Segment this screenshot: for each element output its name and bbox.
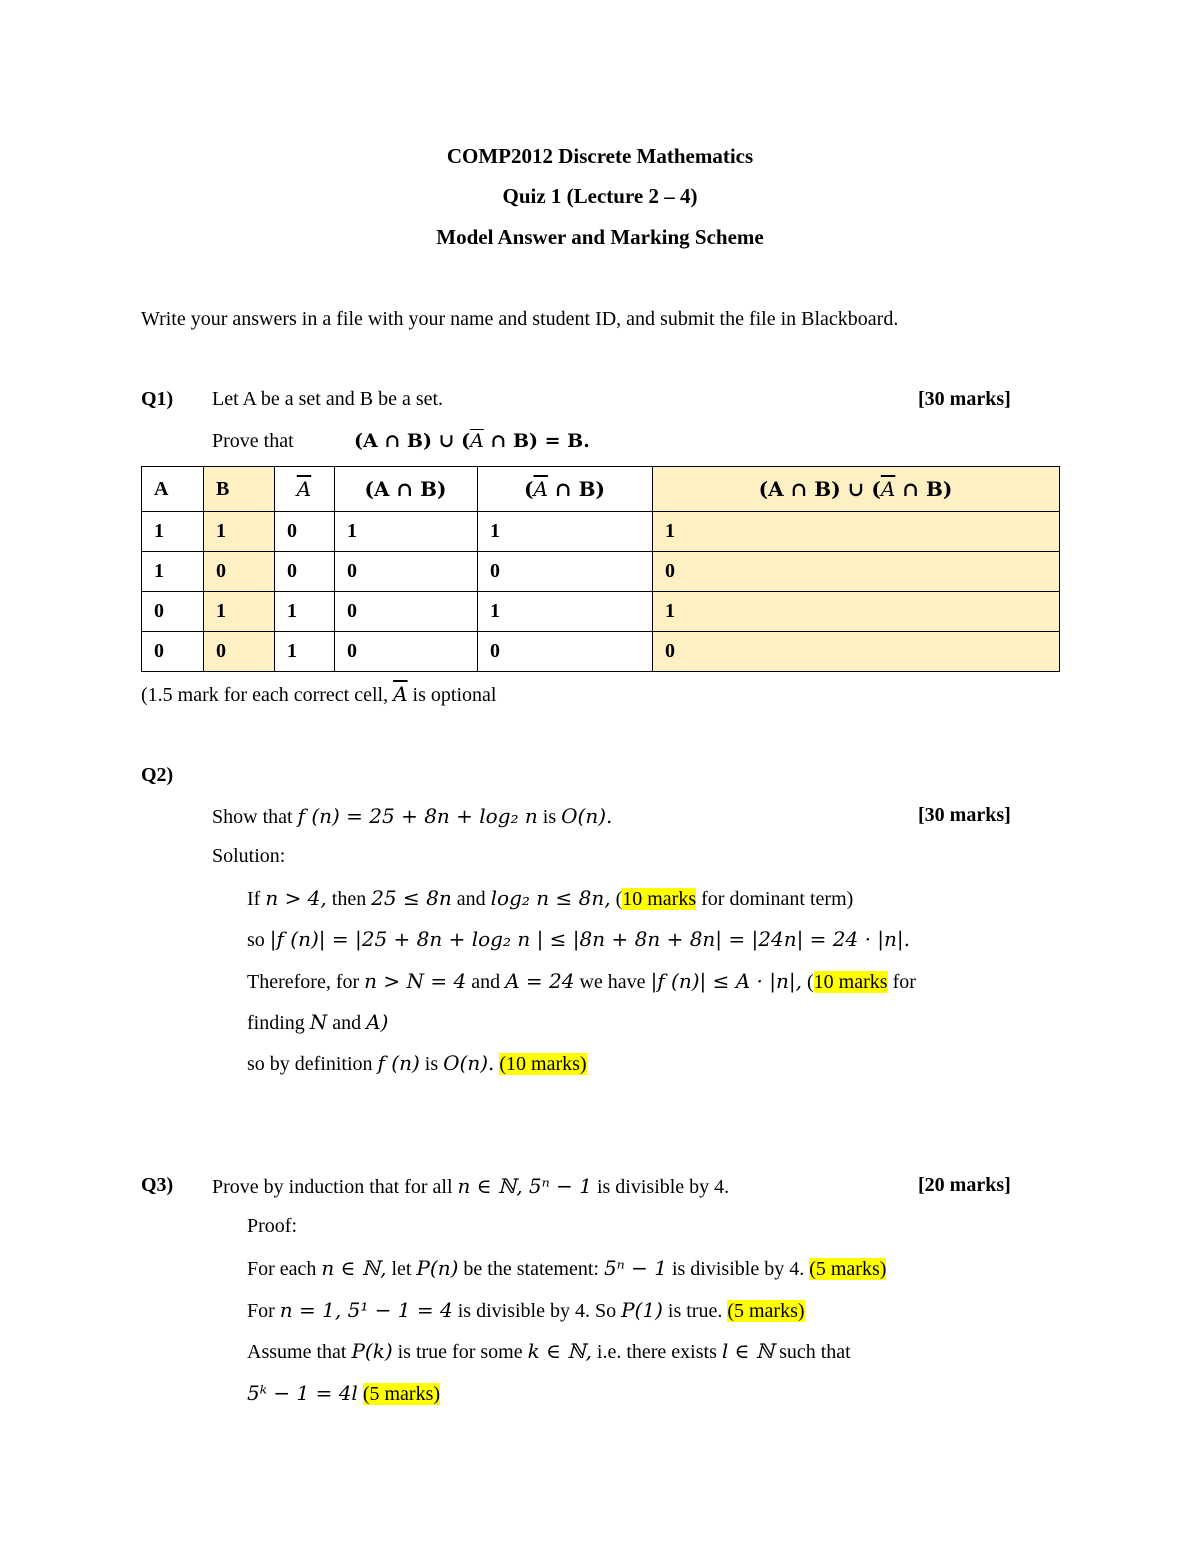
table-cell: 0: [478, 552, 653, 592]
q2-line-2: so |f (n)| = |25 + 8n + log₂ n | ≤ |8n + 8n + 8n| = |24n| = 24 · |n|.: [247, 927, 911, 951]
marks-highlight: 10 marks: [813, 971, 888, 993]
header-a: A: [142, 467, 204, 512]
q3-line-2: For n = 1, 5¹ − 1 = 4 is divisible by 4. So P(1) is true. (5 marks): [247, 1298, 805, 1322]
table-cell: 0: [142, 592, 204, 632]
header-union: (A ∩ B) ∪ ($\overline{A}$ ∩ B): [653, 467, 1060, 512]
table-cell: 1: [653, 512, 1060, 552]
table-cell: 0: [478, 632, 653, 672]
table-cell: 0: [335, 632, 478, 672]
table-cell: 1: [653, 592, 1060, 632]
table-cell: 0: [335, 592, 478, 632]
q1-text: Let A be a set and B be a set.: [212, 388, 444, 410]
table-cell: 0: [275, 512, 335, 552]
quiz-subtitle: Quiz 1 (Lecture 2 – 4): [502, 184, 698, 208]
table-row: [142, 592, 1060, 632]
q2-line-1: If n > 4, then 25 ≤ 8n and log₂ n ≤ 8n, (10 marks for dominant term): [247, 886, 854, 910]
table-cell: 1: [478, 512, 653, 552]
table-row: [142, 512, 1060, 552]
header-nota-and-b: ($\overline{A}$ ∩ B): [478, 467, 653, 512]
table-cell: 0: [204, 632, 275, 672]
q3-line-3: Assume that P(k) is true for some k ∈ ℕ, i.e. there exists l ∈ ℕ such that: [247, 1339, 851, 1363]
table-cell: 1: [478, 592, 653, 632]
table-row: [142, 632, 1060, 672]
q1-prove-label: Prove that: [212, 430, 294, 452]
table-cell: 0: [204, 552, 275, 592]
table-row: [142, 552, 1060, 592]
marks-highlight: (5 marks): [727, 1300, 805, 1322]
q3-statement: Prove by induction that for all n ∈ ℕ, 5ⁿ − 1 is divisible by 4.: [212, 1174, 730, 1198]
truth-table: [141, 466, 1060, 672]
q1-note: (1.5 mark for each correct cell, $\overline{A}$ is optional: [141, 682, 497, 706]
q2-line-5: so by definition f (n) is O(n). (10 marks): [247, 1051, 587, 1075]
table-cell: 1: [142, 512, 204, 552]
q2-statement: Show that f (n) = 25 + 8n + log₂ n is O(n).: [212, 804, 613, 828]
q3-proof-label: Proof:: [247, 1215, 297, 1237]
q1-prove-expr: (A ∩ B) ∪ ($\overline{A}$ ∩ B) = B.: [354, 430, 590, 452]
header-not-a: $\overline{A}$: [275, 467, 335, 512]
header-a-and-b: (A ∩ B): [335, 467, 478, 512]
q3-line-4: 5ᵏ − 1 = 4l (5 marks): [247, 1381, 441, 1405]
truth-table-header: [142, 467, 1060, 512]
q3-label: Q3): [141, 1174, 174, 1196]
table-cell: 1: [204, 512, 275, 552]
instructions: Write your answers in a file with your name and student ID, and submit the file in Blackboard.: [141, 308, 899, 330]
table-cell: 0: [335, 552, 478, 592]
table-cell: 0: [653, 552, 1060, 592]
table-cell: 1: [142, 552, 204, 592]
table-cell: 1: [335, 512, 478, 552]
q2-label: Q2): [141, 764, 174, 786]
marks-highlight: (5 marks): [809, 1258, 887, 1280]
doc-title: COMP2012 Discrete Mathematics: [446, 144, 754, 168]
q3-line-1: For each n ∈ ℕ, let P(n) be the statement: 5ⁿ − 1 is divisible by 4. (5 marks): [247, 1256, 887, 1280]
q3-marks: [20 marks]: [918, 1174, 1011, 1196]
scheme-subtitle: Model Answer and Marking Scheme: [436, 225, 764, 249]
q2-line-4: finding N and A): [247, 1010, 389, 1034]
table-cell: 0: [653, 632, 1060, 672]
marks-highlight: 10 marks: [622, 888, 697, 910]
table-cell: 1: [275, 632, 335, 672]
q2-marks: [30 marks]: [918, 804, 1011, 826]
header-b: B: [204, 467, 275, 512]
q2-solution-label: Solution:: [212, 845, 286, 867]
q2-line-3: Therefore, for n > N = 4 and A = 24 we have |f (n)| ≤ A · |n|, (10 marks for: [247, 969, 916, 993]
table-cell: 0: [142, 632, 204, 672]
table-cell: 0: [275, 552, 335, 592]
marks-highlight: (10 marks): [499, 1053, 587, 1075]
table-cell: 1: [275, 592, 335, 632]
table-cell: 1: [204, 592, 275, 632]
marks-highlight: (5 marks): [362, 1383, 441, 1405]
q1-marks: [30 marks]: [918, 388, 1011, 410]
q1-label: Q1): [141, 388, 174, 410]
